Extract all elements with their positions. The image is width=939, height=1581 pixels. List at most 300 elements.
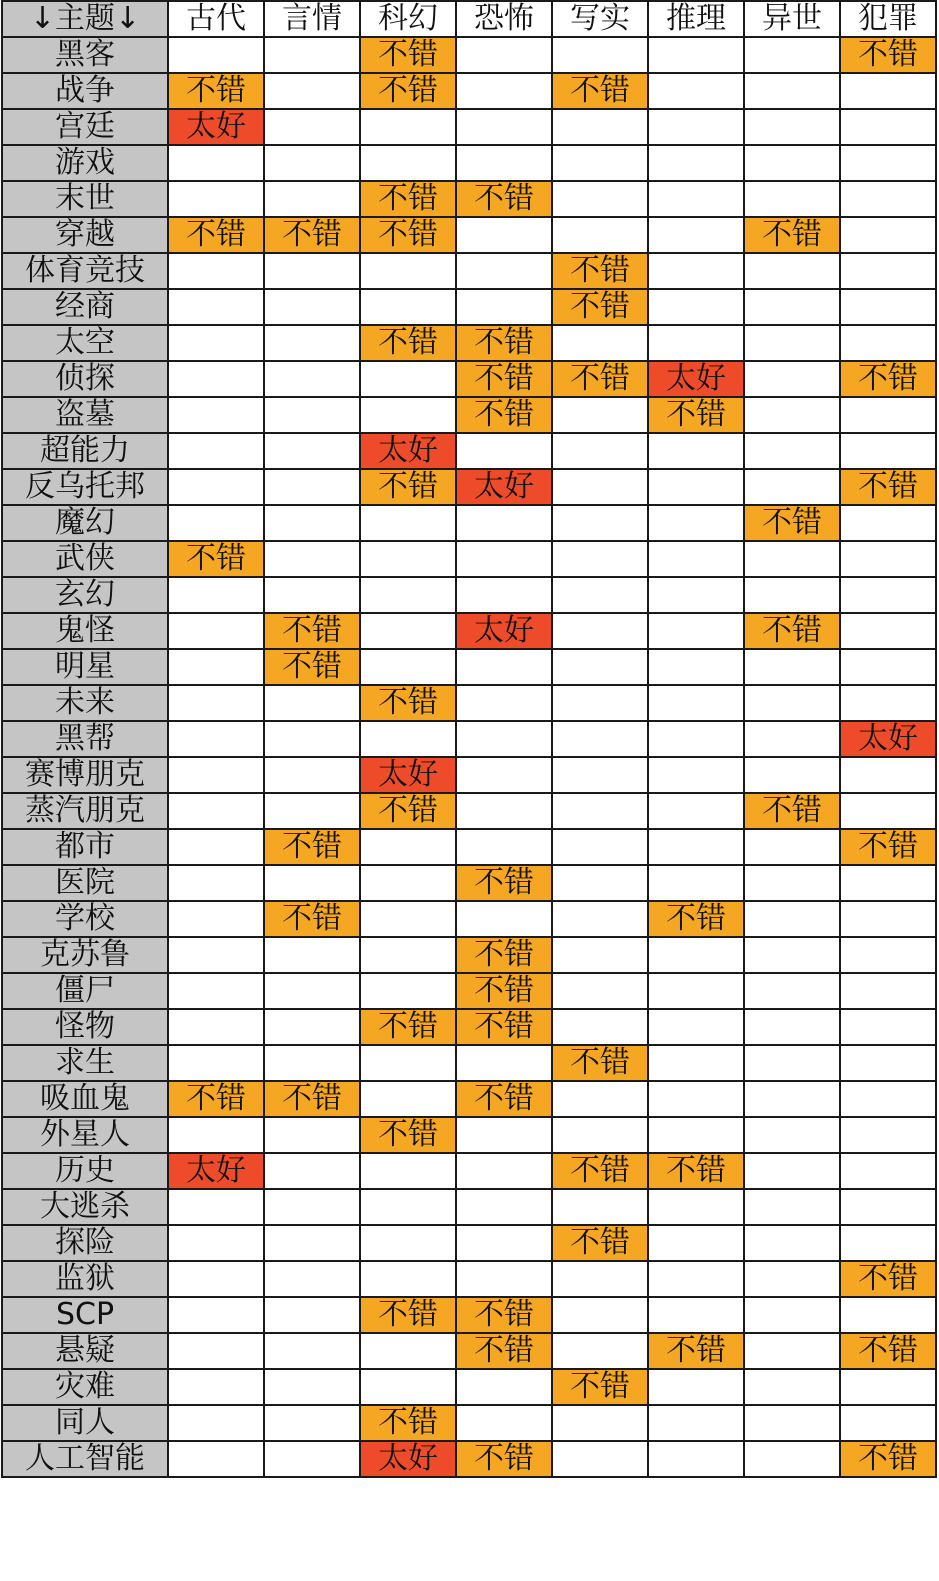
theme-label: 太空 [2, 325, 168, 361]
rating-cell: 不错 [360, 37, 456, 73]
rating-cell [552, 901, 648, 937]
genre-header: 推理 [648, 1, 744, 37]
theme-label: 魔幻 [2, 505, 168, 541]
rating-cell [168, 649, 264, 685]
rating-cell [456, 37, 552, 73]
rating-cell [264, 181, 360, 217]
theme-label: 历史 [2, 1153, 168, 1189]
rating-cell: 太好 [360, 1441, 456, 1477]
table-row [2, 793, 936, 829]
theme-label: 经商 [2, 289, 168, 325]
rating-cell [456, 685, 552, 721]
rating-cell [840, 793, 936, 829]
theme-label: 宫廷 [2, 109, 168, 145]
rating-cell [744, 361, 840, 397]
rating-cell [840, 325, 936, 361]
rating-cell [552, 469, 648, 505]
rating-cell [744, 109, 840, 145]
rating-cell: 不错 [456, 937, 552, 973]
rating-cell [456, 757, 552, 793]
corner-header: ↓主题↓ [2, 1, 168, 37]
rating-cell [840, 1405, 936, 1441]
rating-cell [840, 145, 936, 181]
table-row [2, 901, 936, 937]
rating-cell [648, 253, 744, 289]
header-row [2, 1, 936, 37]
table-row [2, 1441, 936, 1477]
rating-cell [360, 505, 456, 541]
rating-cell: 不错 [264, 649, 360, 685]
rating-cell [552, 505, 648, 541]
table-row [2, 1333, 936, 1369]
rating-cell [264, 865, 360, 901]
rating-cell [456, 793, 552, 829]
rating-cell [648, 37, 744, 73]
rating-cell [840, 505, 936, 541]
theme-label: 怪物 [2, 1009, 168, 1045]
rating-cell: 不错 [264, 1081, 360, 1117]
rating-cell [264, 505, 360, 541]
rating-cell [552, 793, 648, 829]
rating-cell [168, 469, 264, 505]
rating-cell: 不错 [552, 289, 648, 325]
rating-cell [840, 181, 936, 217]
rating-cell [840, 577, 936, 613]
rating-cell [360, 1225, 456, 1261]
theme-label: SCP [2, 1297, 168, 1333]
theme-label: 黑客 [2, 37, 168, 73]
rating-cell [552, 217, 648, 253]
rating-cell [168, 37, 264, 73]
rating-cell [456, 901, 552, 937]
rating-cell [456, 217, 552, 253]
rating-cell [360, 1369, 456, 1405]
rating-cell [360, 613, 456, 649]
rating-cell [648, 1369, 744, 1405]
table-row [2, 253, 936, 289]
rating-cell [168, 505, 264, 541]
rating-cell [360, 721, 456, 757]
rating-cell [744, 541, 840, 577]
rating-cell [264, 793, 360, 829]
rating-cell: 太好 [360, 433, 456, 469]
theme-label: 人工智能 [2, 1441, 168, 1477]
rating-cell: 不错 [456, 1333, 552, 1369]
table-row [2, 541, 936, 577]
rating-cell [552, 721, 648, 757]
rating-cell [552, 1297, 648, 1333]
rating-cell [360, 145, 456, 181]
rating-cell [552, 865, 648, 901]
rating-cell [648, 73, 744, 109]
rating-cell [264, 397, 360, 433]
table-row [2, 1261, 936, 1297]
rating-cell [168, 145, 264, 181]
rating-cell [360, 1333, 456, 1369]
rating-cell [552, 649, 648, 685]
grid-body [2, 37, 936, 1477]
rating-cell [168, 1261, 264, 1297]
rating-cell [552, 829, 648, 865]
rating-cell [648, 685, 744, 721]
theme-label: 战争 [2, 73, 168, 109]
rating-cell [840, 1153, 936, 1189]
rating-cell [168, 901, 264, 937]
rating-cell [168, 361, 264, 397]
rating-cell [648, 757, 744, 793]
rating-cell: 不错 [360, 1405, 456, 1441]
rating-cell [840, 217, 936, 253]
rating-cell: 不错 [840, 1333, 936, 1369]
rating-cell [552, 1261, 648, 1297]
rating-cell [552, 937, 648, 973]
rating-cell [456, 1405, 552, 1441]
theme-label: 克苏鲁 [2, 937, 168, 973]
rating-cell [744, 757, 840, 793]
rating-cell: 不错 [456, 181, 552, 217]
rating-cell: 不错 [840, 1261, 936, 1297]
table-row [2, 1045, 936, 1081]
rating-cell [744, 1297, 840, 1333]
rating-cell [264, 253, 360, 289]
rating-cell [648, 145, 744, 181]
table-row [2, 397, 936, 433]
rating-cell [456, 253, 552, 289]
rating-cell [744, 1153, 840, 1189]
rating-cell [840, 109, 936, 145]
rating-cell [840, 397, 936, 433]
rating-cell: 不错 [264, 613, 360, 649]
rating-cell: 不错 [840, 829, 936, 865]
table-row [2, 1225, 936, 1261]
rating-cell [648, 937, 744, 973]
rating-cell: 太好 [456, 613, 552, 649]
rating-cell [552, 1081, 648, 1117]
rating-cell [840, 253, 936, 289]
table-row [2, 649, 936, 685]
rating-cell [648, 289, 744, 325]
rating-cell [744, 1261, 840, 1297]
rating-cell [264, 1333, 360, 1369]
rating-cell [744, 1225, 840, 1261]
theme-label: 大逃杀 [2, 1189, 168, 1225]
rating-cell [264, 1189, 360, 1225]
rating-cell: 不错 [456, 1081, 552, 1117]
theme-genre-table [1, 0, 937, 1478]
rating-cell [648, 613, 744, 649]
rating-cell [744, 145, 840, 181]
rating-cell [456, 1117, 552, 1153]
rating-cell: 不错 [456, 973, 552, 1009]
rating-cell [840, 901, 936, 937]
rating-cell [744, 901, 840, 937]
theme-label: 体育竞技 [2, 253, 168, 289]
rating-cell: 不错 [840, 361, 936, 397]
rating-cell [168, 937, 264, 973]
rating-cell: 不错 [456, 325, 552, 361]
table-row [2, 973, 936, 1009]
rating-cell [648, 325, 744, 361]
rating-cell [168, 1441, 264, 1477]
rating-cell [360, 361, 456, 397]
rating-cell [264, 1045, 360, 1081]
rating-cell [552, 181, 648, 217]
theme-label: 武侠 [2, 541, 168, 577]
rating-cell: 不错 [264, 901, 360, 937]
theme-label: 学校 [2, 901, 168, 937]
rating-cell: 不错 [744, 505, 840, 541]
rating-cell [456, 1189, 552, 1225]
rating-cell [840, 649, 936, 685]
rating-cell [840, 757, 936, 793]
genre-header: 古代 [168, 1, 264, 37]
rating-cell [264, 685, 360, 721]
rating-cell [648, 1009, 744, 1045]
rating-cell [744, 433, 840, 469]
table-row [2, 1153, 936, 1189]
rating-cell [648, 1441, 744, 1477]
rating-cell: 不错 [456, 361, 552, 397]
table-row [2, 289, 936, 325]
rating-cell: 不错 [360, 1297, 456, 1333]
rating-cell [648, 217, 744, 253]
rating-cell [264, 1441, 360, 1477]
rating-cell [360, 1189, 456, 1225]
rating-cell [744, 685, 840, 721]
rating-cell [360, 901, 456, 937]
rating-cell: 不错 [744, 217, 840, 253]
rating-cell [168, 613, 264, 649]
rating-cell [456, 145, 552, 181]
rating-cell: 不错 [360, 793, 456, 829]
rating-cell [264, 145, 360, 181]
rating-cell [552, 145, 648, 181]
rating-cell: 不错 [744, 793, 840, 829]
rating-cell [552, 973, 648, 1009]
rating-cell [168, 757, 264, 793]
rating-cell [744, 469, 840, 505]
rating-cell: 不错 [360, 1009, 456, 1045]
theme-label: 蒸汽朋克 [2, 793, 168, 829]
table-row [2, 73, 936, 109]
rating-cell: 不错 [552, 1225, 648, 1261]
rating-cell: 不错 [264, 217, 360, 253]
rating-cell: 不错 [552, 361, 648, 397]
rating-cell [264, 1117, 360, 1153]
rating-cell: 不错 [648, 1333, 744, 1369]
table-row [2, 325, 936, 361]
rating-cell: 不错 [360, 217, 456, 253]
rating-cell [456, 505, 552, 541]
rating-cell [744, 1081, 840, 1117]
rating-cell: 太好 [456, 469, 552, 505]
rating-cell [264, 361, 360, 397]
rating-cell [264, 289, 360, 325]
rating-cell [456, 649, 552, 685]
rating-cell [648, 433, 744, 469]
theme-label: 明星 [2, 649, 168, 685]
rating-cell [168, 577, 264, 613]
rating-cell [744, 973, 840, 1009]
rating-cell [648, 1189, 744, 1225]
theme-label: 末世 [2, 181, 168, 217]
rating-cell [744, 73, 840, 109]
rating-cell [264, 1009, 360, 1045]
rating-cell [744, 1441, 840, 1477]
rating-cell [360, 1081, 456, 1117]
rating-cell [360, 865, 456, 901]
theme-label: 侦探 [2, 361, 168, 397]
rating-cell [168, 1297, 264, 1333]
rating-cell [264, 757, 360, 793]
rating-cell: 不错 [552, 1369, 648, 1405]
rating-cell [552, 1189, 648, 1225]
rating-cell [360, 937, 456, 973]
table-row [2, 1009, 936, 1045]
table-row [2, 829, 936, 865]
rating-cell [840, 685, 936, 721]
rating-cell [840, 1297, 936, 1333]
table-row [2, 109, 936, 145]
genre-header: 科幻 [360, 1, 456, 37]
rating-cell [264, 721, 360, 757]
rating-cell: 不错 [168, 541, 264, 577]
rating-cell [360, 289, 456, 325]
table-row [2, 145, 936, 181]
rating-cell: 太好 [840, 721, 936, 757]
rating-cell [456, 829, 552, 865]
theme-label: 吸血鬼 [2, 1081, 168, 1117]
rating-cell [168, 433, 264, 469]
rating-cell: 不错 [456, 397, 552, 433]
rating-cell [648, 1261, 744, 1297]
rating-cell [360, 973, 456, 1009]
theme-label: 都市 [2, 829, 168, 865]
rating-cell [360, 109, 456, 145]
table-row [2, 1081, 936, 1117]
rating-cell [456, 1153, 552, 1189]
rating-cell: 不错 [168, 217, 264, 253]
rating-cell: 太好 [648, 361, 744, 397]
rating-cell [168, 1225, 264, 1261]
theme-label: 外星人 [2, 1117, 168, 1153]
theme-label: 同人 [2, 1405, 168, 1441]
rating-cell [552, 541, 648, 577]
rating-cell [168, 1189, 264, 1225]
rating-cell [744, 1045, 840, 1081]
table-row [2, 505, 936, 541]
rating-cell [552, 757, 648, 793]
rating-cell [840, 937, 936, 973]
rating-cell [648, 829, 744, 865]
rating-cell [840, 433, 936, 469]
rating-cell [648, 577, 744, 613]
rating-cell [648, 469, 744, 505]
genre-header: 言情 [264, 1, 360, 37]
table-row [2, 1117, 936, 1153]
rating-cell [552, 613, 648, 649]
table-row [2, 757, 936, 793]
rating-cell: 不错 [648, 1153, 744, 1189]
rating-cell [360, 829, 456, 865]
rating-cell: 太好 [168, 1153, 264, 1189]
rating-cell [360, 577, 456, 613]
rating-cell [840, 1225, 936, 1261]
rating-cell [744, 1333, 840, 1369]
rating-cell: 不错 [168, 1081, 264, 1117]
rating-cell [552, 325, 648, 361]
theme-label: 医院 [2, 865, 168, 901]
rating-cell [744, 289, 840, 325]
rating-cell [168, 181, 264, 217]
rating-cell [648, 541, 744, 577]
rating-cell: 不错 [360, 73, 456, 109]
rating-cell [648, 649, 744, 685]
rating-cell: 不错 [456, 1297, 552, 1333]
rating-cell [168, 1369, 264, 1405]
rating-cell [744, 37, 840, 73]
theme-label: 鬼怪 [2, 613, 168, 649]
theme-label: 游戏 [2, 145, 168, 181]
table-row [2, 613, 936, 649]
rating-cell [744, 1405, 840, 1441]
rating-cell [552, 37, 648, 73]
rating-cell [456, 433, 552, 469]
rating-cell [360, 1153, 456, 1189]
rating-cell [264, 1261, 360, 1297]
rating-cell [360, 1261, 456, 1297]
rating-cell [648, 1225, 744, 1261]
rating-cell [264, 541, 360, 577]
rating-cell [840, 973, 936, 1009]
table-row [2, 937, 936, 973]
rating-cell: 不错 [360, 325, 456, 361]
rating-cell [840, 865, 936, 901]
rating-cell [744, 865, 840, 901]
rating-cell [264, 973, 360, 1009]
rating-cell [840, 1009, 936, 1045]
rating-cell [744, 325, 840, 361]
genre-header: 犯罪 [840, 1, 936, 37]
rating-cell [168, 1117, 264, 1153]
rating-cell: 不错 [456, 1009, 552, 1045]
rating-cell: 不错 [552, 73, 648, 109]
table-row [2, 865, 936, 901]
rating-cell [744, 721, 840, 757]
rating-cell [744, 1009, 840, 1045]
theme-label: 悬疑 [2, 1333, 168, 1369]
rating-cell [456, 289, 552, 325]
rating-cell [360, 649, 456, 685]
rating-cell [648, 1405, 744, 1441]
rating-cell: 不错 [360, 469, 456, 505]
rating-cell [168, 973, 264, 1009]
rating-cell [264, 37, 360, 73]
rating-cell [840, 289, 936, 325]
rating-cell [456, 1045, 552, 1081]
table-row [2, 1297, 936, 1333]
table-row [2, 37, 936, 73]
rating-cell [648, 1117, 744, 1153]
rating-cell [744, 1369, 840, 1405]
genre-header: 异世 [744, 1, 840, 37]
rating-cell [360, 541, 456, 577]
rating-cell [648, 505, 744, 541]
theme-label: 黑帮 [2, 721, 168, 757]
rating-cell [456, 541, 552, 577]
rating-cell: 不错 [264, 829, 360, 865]
rating-cell: 不错 [840, 37, 936, 73]
